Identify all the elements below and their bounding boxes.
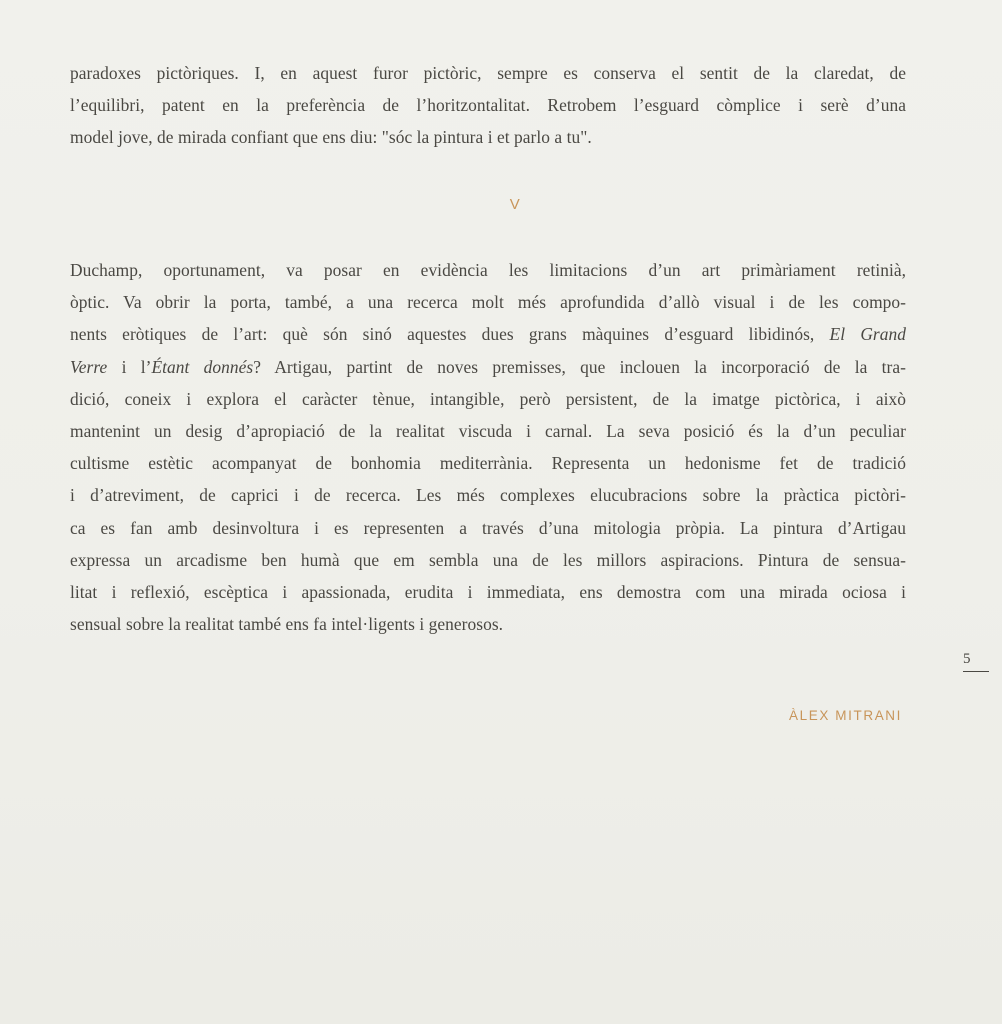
text-line: litat i reflexió, escèptica i apassionada, erudita i immediata, ens demostra com una mirada ociosa i <box>70 582 906 603</box>
text-line <box>70 318 906 350</box>
text-line: òptic. Va obrir la porta, també, a una recerca molt més aprofundida d’allò visual i de les compo- <box>70 292 906 313</box>
author-signature: ÀLEX MITRANI <box>789 708 902 723</box>
text-line: dició, coneix i explora el caràcter tènue, intangible, però persistent, de la imatge pictòrica, i això <box>70 388 906 409</box>
artwork-title-grand-verre: El Grand <box>829 324 906 345</box>
text-fragment: ? Artigau, partint de noves premisses, que inclouen la incorporació de la tra- <box>253 356 906 377</box>
text-line: Duchamp, oportunament, va posar en evidència les limitacions d’un art primàriament retinià, <box>70 260 906 280</box>
page-number: 5 <box>963 650 989 672</box>
text-line: i d’atreviment, de caprici i de recerca. Les més complexes elucubracions sobre la pràctica pictòri- <box>70 485 906 506</box>
paragraph-duchamp <box>70 254 906 640</box>
text-line: model jove, de mirada confiant que ens diu: "sóc la pintura i et parlo a tu". <box>70 127 592 148</box>
artwork-title-etant-donnes: Étant donnés <box>151 356 254 377</box>
text-line: expressa un arcadisme ben humà que em sembla una de les millors aspiracions. Pintura de sensua- <box>70 549 906 570</box>
section-numeral: V <box>509 196 521 213</box>
text-line: mantenint un desig d’apropiació de la realitat viscuda i carnal. La seva posició és la d’un peculiar <box>70 421 906 442</box>
text-line: l’equilibri, patent en la preferència de l’horitzontalitat. Retrobem l’esguard còmplice i serè d’una <box>70 95 906 116</box>
text-fragment: nents eròtiques de l’art: què són sinó aquestes dues grans màquines d’esguard libidinós, <box>70 324 815 345</box>
text-line: cultisme estètic acompanyat de bonhomia mediterrània. Representa un hedonisme fet de tradició <box>70 453 906 474</box>
artwork-title-verre: Verre <box>70 356 108 377</box>
text-line <box>70 351 906 383</box>
text-line: ca es fan amb desinvoltura i es representen a través d’una mitologia pròpia. La pintura d’Artigau <box>70 517 906 538</box>
paragraph-continued <box>70 57 906 154</box>
text-line: sensual sobre la realitat també ens fa intel·ligents i generosos. <box>70 614 504 635</box>
text-fragment: i l’ <box>107 356 152 377</box>
text-line: paradoxes pictòriques. I, en aquest furor pictòric, sempre es conserva el sentit de la claredat, de <box>70 63 906 83</box>
